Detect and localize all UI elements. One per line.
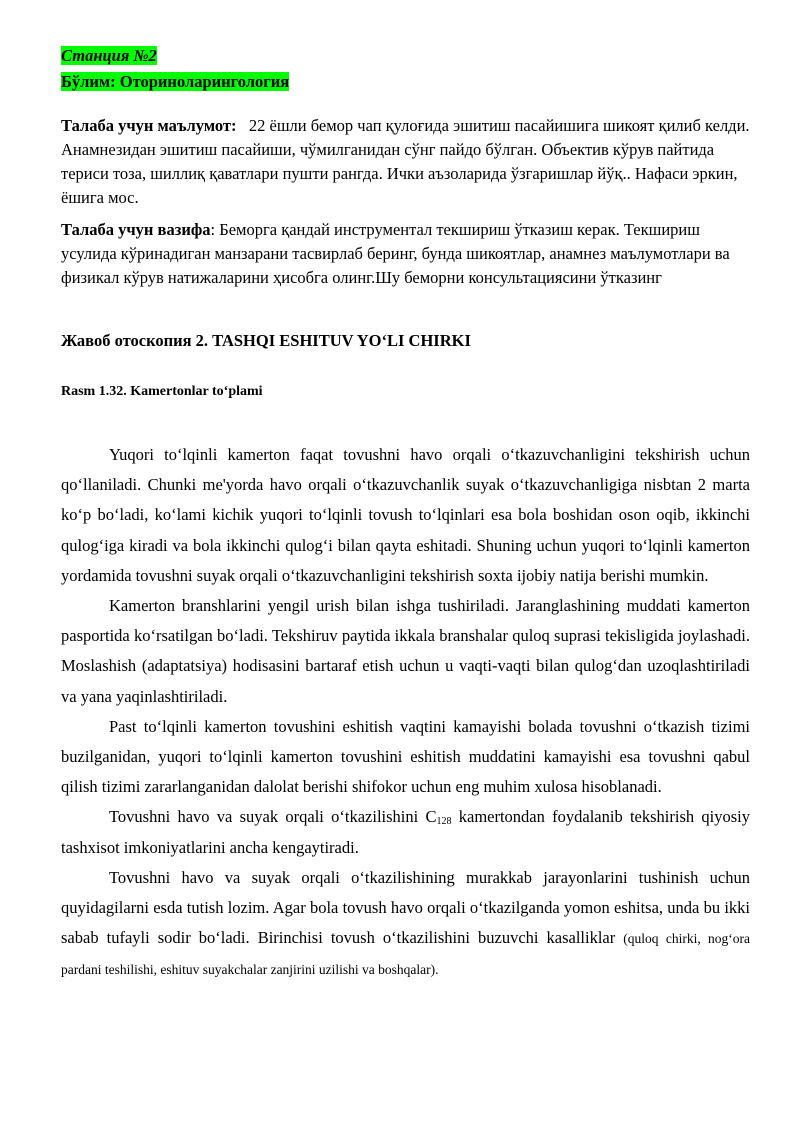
student-info-block (61, 114, 751, 210)
paragraph-3: Past to‘lqinli kamerton tovushini eshitish vaqtini kamayishi bolada tovushni o‘tkazish tizimi buzilganidan, yuqori to‘lqinli kamerton tovushini eshitish muddatini kamayishi esa tovushni qabul qilish tizimi zararlanganidan dalolat berishi shifokor uchun eng muhim xulosa hisoblanadi. (61, 716, 750, 797)
student-task-block (61, 218, 751, 290)
paragraph-4: Tovushni havo va suyak orqali o‘tkazilishini $C_{128}$ kamertondan foydalanib tekshirish qiyosiy tashxisot imkoniyatlarini ancha kengaytiradi. (61, 807, 750, 857)
paragraph-2: Kamerton branshlarini yengil urish bilan ishga tushiriladi. Jaranglashining muddati kamerton pasportida ko‘rsatilgan bo‘ladi. Tekshiruv paytida ikkala branshalar quloq suprasi tekisligida joylashadi. Moslashish (adaptatsiya) hodisasini bartaraf etish uchun u vaqti-vaqti bilan qulog‘dan uzoqlashtiriladi va yana yaqinlashtiriladi. (61, 596, 750, 706)
student-task-label: Талаба учун вазифа (61, 220, 211, 239)
section-title: Бўлим: Оториноларингология (61, 72, 290, 91)
paragraph-1: Yuqori to‘lqinli kamerton faqat tovushni havo orqali o‘tkazuvchanligini tekshirish uchun qo‘llaniladi. Chunki me'yorda havo orqali o‘tkazuvchanlik suyak o‘tkazuvchanligiga nisbtan 2 marta ko‘p bo‘ladi, ko‘lami kichik yuqori to‘lqinli tovush to‘lqinlari esa bola boshidan oson oqib, ikkinchi qulog‘iga kiradi va bola ikkinchi qulog‘i bilan qayta eshitadi. Shuning uchun yuqori to‘lqinli kamerton yordamida tovushni suyak orqali o‘tkazuvchanligini tekshirish soxta ijobiy natija berishi mumkin. (61, 445, 750, 585)
answer-heading: Жавоб отоскопия 2. TASHQI ESHITUV YO‘LI CHIRKI (61, 331, 471, 350)
paragraph-5: Tovushni havo va suyak orqali o‘tkazilishining murakkab jarayonlarini tushinish uchun quyidagilarni esda tutish lozim. Agar bola tovush havo orqali o‘tkazilganda yomon eshitsa, unda bu ikki sabab tufayli sodir bo‘ladi. Birinchisi tovush o‘tkazilishini buzuvchi kasalliklar (quloq chirki, nog‘ora pardani teshilishi, eshituv suyakchalar zanjirini uzilishi va boshqalar). (61, 867, 750, 978)
student-info-label: Талаба учун маълумот: (61, 116, 237, 135)
paragraph-5-small-text: (quloq chirki, nog‘ora pardani teshilishi, eshituv suyakchalar zanjirini uzilishi va boshqalar). (61, 931, 750, 978)
subscript-128: 128 (436, 816, 452, 828)
body-text (61, 440, 750, 986)
student-info-text: 22 ёшли бемор чап қулоғида эшитиш пасайишига шикоят қилиб келди. Анамнезидан эшитиш пасайиши, чўмилганидан сўнг пайдо бўлган. Объектив кўрув пайтида териси тоза, шиллиқ қаватлари пушти рангда. Ички аъзоларида ўзгаришлар йўқ.. Нафаси эркин, ёшига мос. (61, 116, 750, 207)
student-task-text: : Беморга қандай инструментал текшириш ўтказиш керак. Текшириш усулида кўринадиган манзарани тасвирлаб беринг, бунда шикоятлар, анамнез маълумотлари ва физикал кўрув натижаларини ҳисобга олинг.Шу беморни консультациясини ўтказинг (61, 220, 730, 287)
figure-caption: Rasm 1.32. Kamertonlar to‘plami (61, 384, 263, 399)
station-title: Станция №2 (61, 46, 157, 65)
